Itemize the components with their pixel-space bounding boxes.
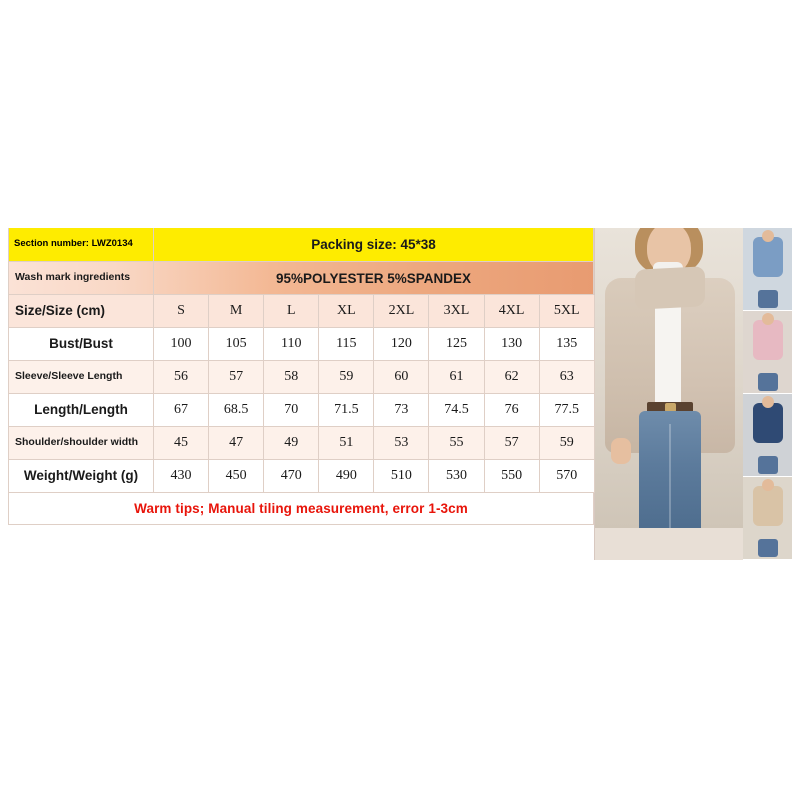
table-header-row — [8, 295, 594, 328]
column-header-xl: XL — [319, 295, 374, 328]
cell-bust-2xl: 120 — [374, 328, 429, 361]
size-label-cell: Size/Size (cm) — [8, 295, 154, 328]
table-row — [8, 460, 594, 493]
section-number-cell: Section number: LWZ0134 — [8, 228, 154, 262]
cell-shoulder-3xl: 55 — [429, 427, 484, 460]
cell-bust-4xl: 130 — [485, 328, 540, 361]
thumbnail-navy[interactable] — [743, 394, 792, 477]
product-photo-panel — [595, 228, 792, 560]
column-header-l: L — [264, 295, 319, 328]
table-row — [8, 361, 594, 394]
cell-weight-xl: 490 — [319, 460, 374, 493]
model-photo — [595, 228, 743, 528]
cell-length-xl: 71.5 — [319, 394, 374, 427]
wash-mark-label-cell: Wash mark ingredients — [8, 262, 154, 295]
size-chart-image — [8, 228, 792, 560]
cell-shoulder-m: 47 — [209, 427, 264, 460]
packing-size-cell: Packing size: 45*38 — [154, 228, 594, 262]
cell-shoulder-4xl: 57 — [485, 427, 540, 460]
table-row — [8, 427, 594, 460]
cell-length-4xl: 76 — [485, 394, 540, 427]
jacket-collar — [635, 266, 705, 310]
cell-weight-2xl: 510 — [374, 460, 429, 493]
cell-shoulder-2xl: 53 — [374, 427, 429, 460]
cell-sleeve-l: 58 — [264, 361, 319, 394]
cell-length-5xl: 77.5 — [540, 394, 595, 427]
cell-length-m: 68.5 — [209, 394, 264, 427]
cell-sleeve-2xl: 60 — [374, 361, 429, 394]
table-row — [8, 228, 594, 262]
model-hand — [611, 438, 631, 464]
column-header-4xl: 4XL — [485, 295, 540, 328]
warm-tip-row — [8, 493, 594, 525]
cell-weight-m: 450 — [209, 460, 264, 493]
column-header-3xl: 3XL — [429, 295, 484, 328]
row-label-length: Length/Length — [8, 394, 154, 427]
cell-bust-3xl: 125 — [429, 328, 484, 361]
size-chart-table — [8, 228, 595, 560]
cell-weight-3xl: 530 — [429, 460, 484, 493]
table-row — [8, 394, 594, 427]
thumbnail-beige[interactable] — [743, 477, 792, 560]
cell-length-l: 70 — [264, 394, 319, 427]
color-thumbnail-column — [743, 228, 792, 560]
cell-shoulder-s: 45 — [154, 427, 209, 460]
cell-weight-l: 470 — [264, 460, 319, 493]
table-row — [8, 262, 594, 295]
jeans-seam — [669, 424, 671, 528]
cell-sleeve-5xl: 63 — [540, 361, 595, 394]
thumbnail-denim-blue[interactable] — [743, 228, 792, 311]
row-label-bust: Bust/Bust — [8, 328, 154, 361]
cell-shoulder-l: 49 — [264, 427, 319, 460]
cell-sleeve-s: 56 — [154, 361, 209, 394]
column-header-2xl: 2XL — [374, 295, 429, 328]
cell-bust-5xl: 135 — [540, 328, 595, 361]
table-row — [8, 328, 594, 361]
row-label-sleeve: Sleeve/Sleeve Length — [8, 361, 154, 394]
cell-bust-xl: 115 — [319, 328, 374, 361]
cell-bust-m: 105 — [209, 328, 264, 361]
cell-sleeve-3xl: 61 — [429, 361, 484, 394]
cell-length-3xl: 74.5 — [429, 394, 484, 427]
cell-sleeve-4xl: 62 — [485, 361, 540, 394]
cell-weight-4xl: 550 — [485, 460, 540, 493]
cell-sleeve-xl: 59 — [319, 361, 374, 394]
cell-length-2xl: 73 — [374, 394, 429, 427]
column-header-5xl: 5XL — [540, 295, 595, 328]
thumbnail-pink[interactable] — [743, 311, 792, 394]
cell-weight-s: 430 — [154, 460, 209, 493]
row-label-shoulder: Shoulder/shoulder width — [8, 427, 154, 460]
cell-sleeve-m: 57 — [209, 361, 264, 394]
cell-bust-s: 100 — [154, 328, 209, 361]
composition-cell: 95%POLYESTER 5%SPANDEX — [154, 262, 594, 295]
warm-tip-text: Warm tips; Manual tiling measurement, error 1-3cm — [134, 501, 468, 516]
cell-length-s: 67 — [154, 394, 209, 427]
cell-weight-5xl: 570 — [540, 460, 595, 493]
cell-bust-l: 110 — [264, 328, 319, 361]
column-header-m: M — [209, 295, 264, 328]
column-header-s: S — [154, 295, 209, 328]
warm-tip-container — [8, 493, 594, 525]
row-label-weight: Weight/Weight (g) — [8, 460, 154, 493]
cell-shoulder-xl: 51 — [319, 427, 374, 460]
cell-shoulder-5xl: 59 — [540, 427, 595, 460]
